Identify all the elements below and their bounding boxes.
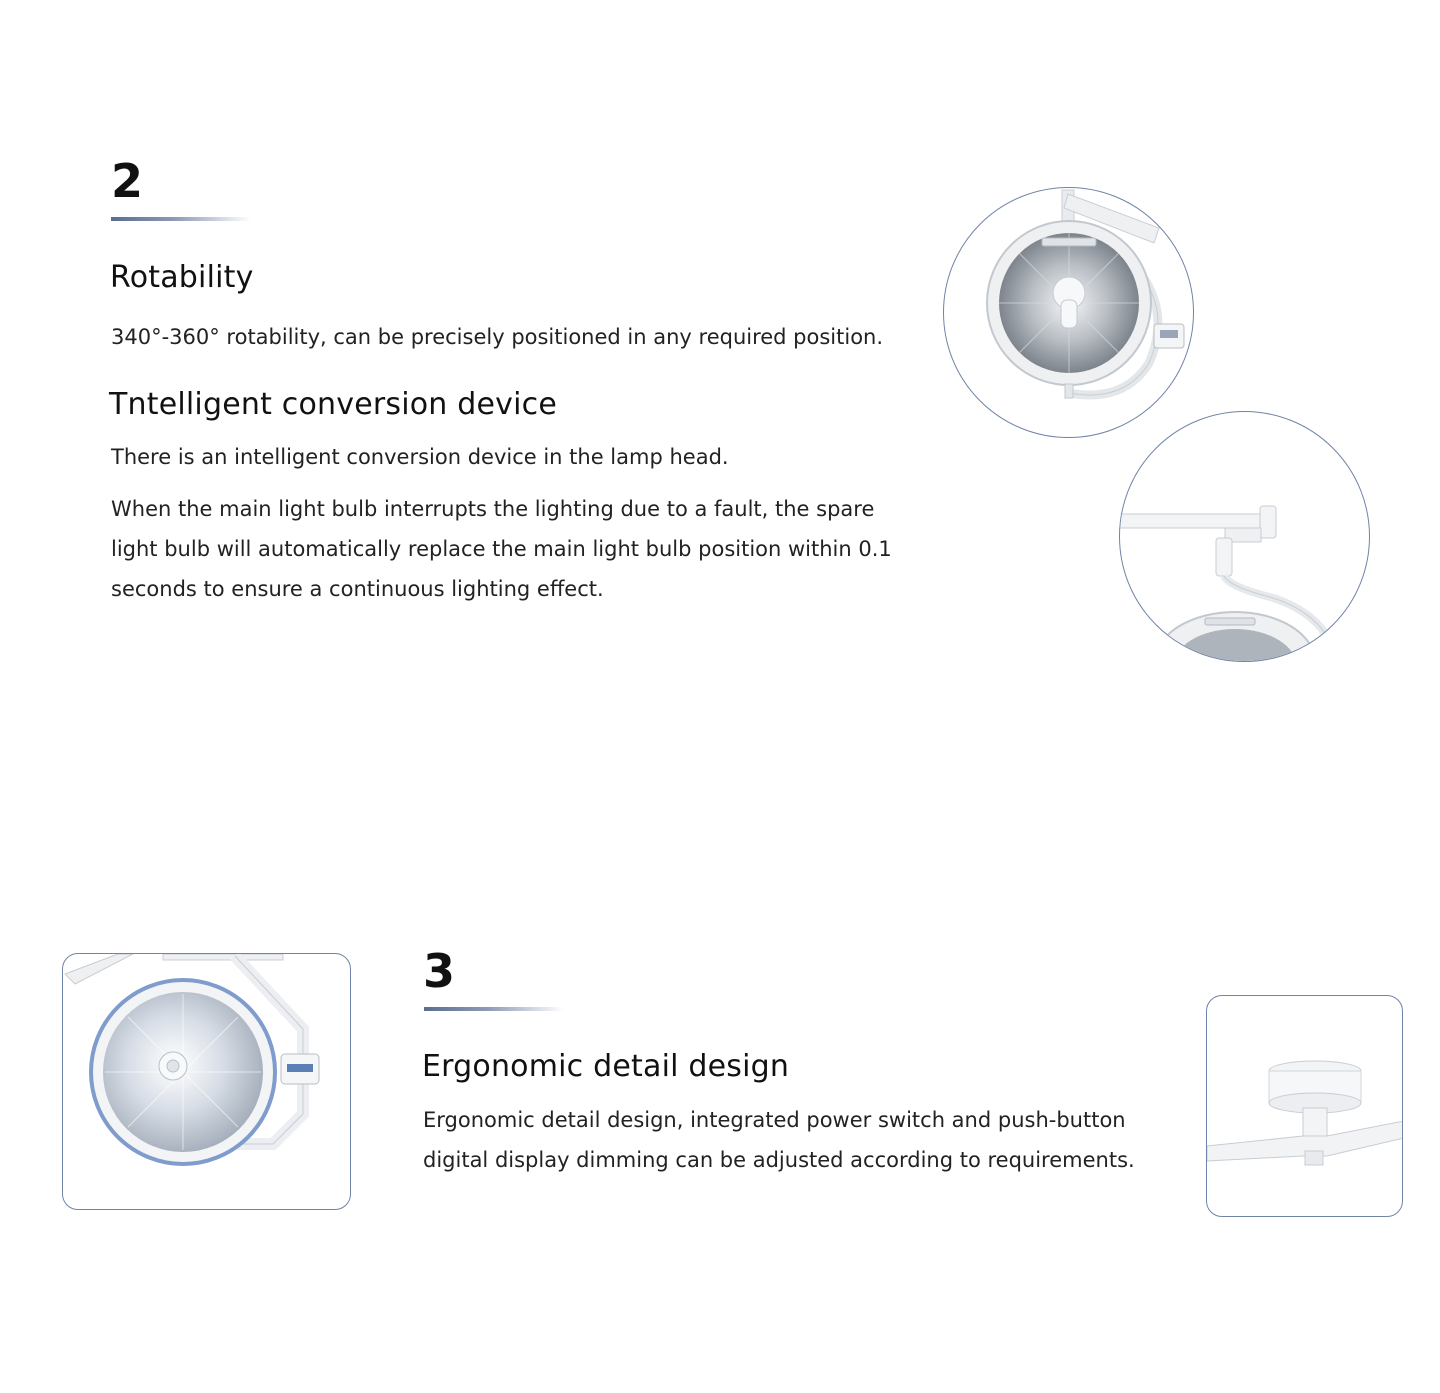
rotability-text: 340°-360° rotability, can be precisely positioned in any required position. [111,325,884,349]
ceiling-mount-illustration [1207,996,1403,1217]
section-2-number: 2 [111,154,144,208]
conversion-device-text-2: When the main light bulb interrupts the lighting due to a fault, the spare light bulb will automatically replace the main light bulb position within 0.1 seconds to ensure a continuous lighting effect. [111,497,892,601]
arm-joint-circle-image [1119,411,1370,662]
section-3-divider [424,1007,564,1011]
lamp-front-illustration [63,954,351,1210]
arm-joint-illustration [1120,412,1370,662]
ceiling-mount-framed-image [1206,995,1403,1217]
lamp-head-circle-image [943,187,1194,438]
rotability-heading: Rotability [110,260,254,295]
ergonomic-text: Ergonomic detail design, integrated power switch and push-button digital display dimming can be adjusted according to requirements. [423,1108,1135,1172]
section-3-number: 3 [423,944,456,998]
lamp-head-illustration [944,188,1194,438]
lamp-front-framed-image [62,953,351,1210]
ergonomic-heading: Ergonomic detail design [422,1049,790,1084]
conversion-device-heading: Tntelligent conversion device [109,387,557,422]
conversion-device-text-1: There is an intelligent conversion device in the lamp head. [111,445,729,469]
section-2-divider [111,217,251,221]
